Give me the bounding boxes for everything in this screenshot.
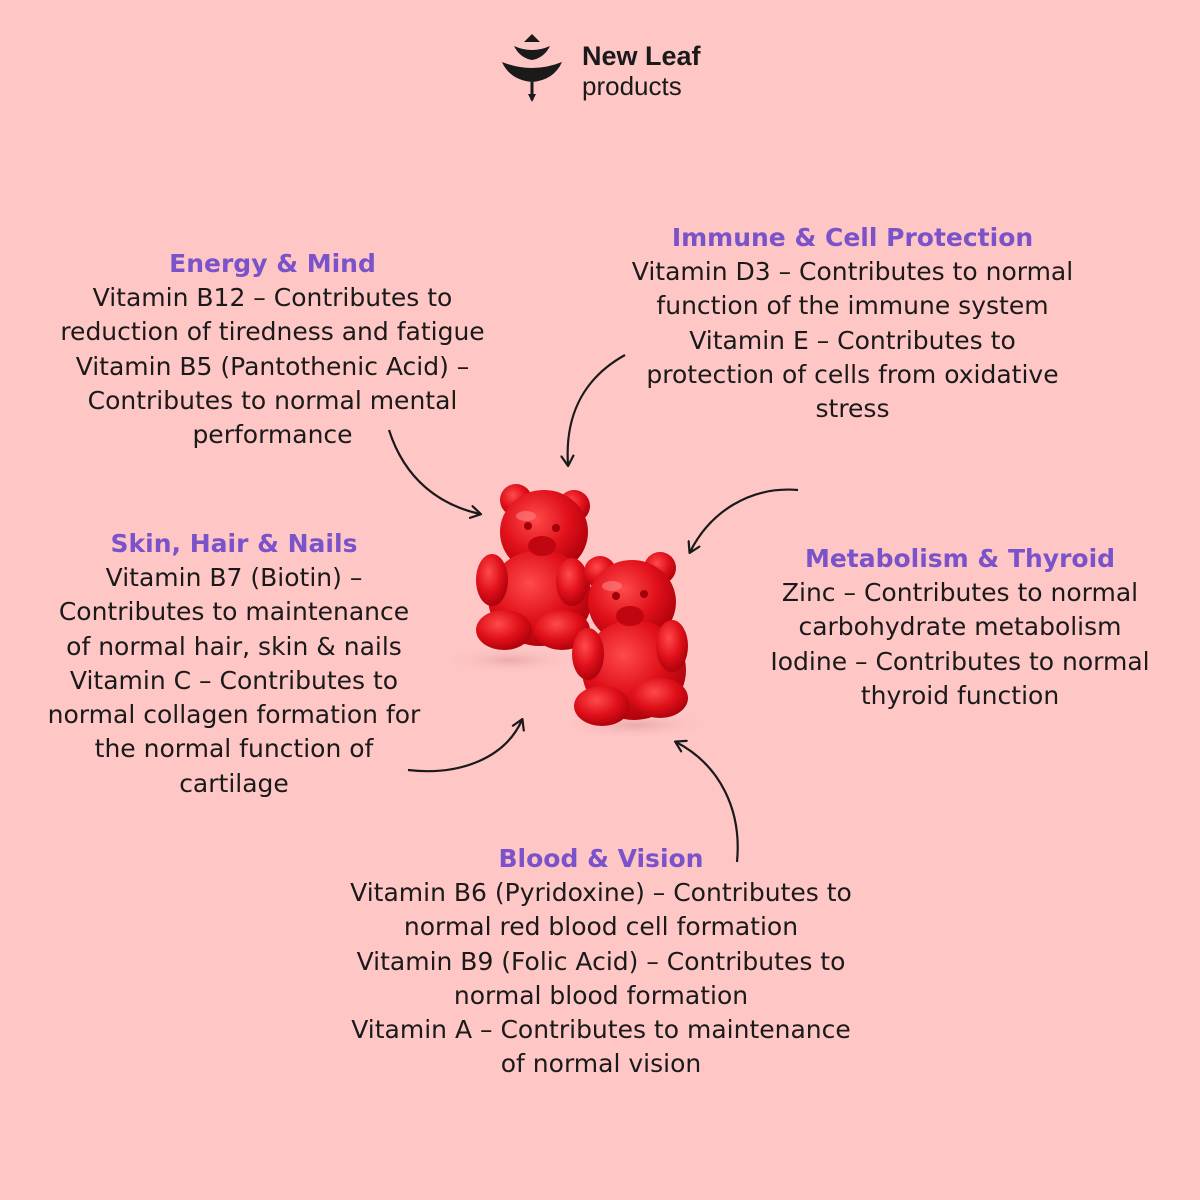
section-line: stress	[815, 394, 890, 424]
blood-vision-section	[290, 842, 912, 1082]
section-line: of normal vision	[500, 1049, 702, 1079]
section-title: Immune & Cell Protection	[671, 223, 1034, 252]
logo-sub-text: products	[582, 71, 682, 101]
section-line: Vitamin B7 (Biotin) –	[105, 563, 363, 592]
section-line: Iodine – Contributes to normal	[770, 646, 1150, 676]
section-line: function of the immune system	[656, 291, 1049, 321]
section-line: carbohydrate metabolism	[798, 612, 1122, 642]
section-line: cartilage	[179, 768, 289, 798]
gummy-bear-left	[476, 484, 592, 650]
section-line: Vitamin D3 – Contributes to normal	[631, 257, 1074, 286]
section-line: performance	[192, 420, 353, 450]
section-title: Skin, Hair & Nails	[110, 529, 358, 558]
gummy-bears-image	[430, 470, 750, 750]
gummy-bear-right	[572, 552, 688, 726]
section-line: reduction of tiredness and fatigue	[60, 317, 485, 347]
section-line: the normal function of	[94, 734, 374, 764]
section-line: normal collagen formation for	[47, 700, 421, 730]
section-line: Vitamin B6 (Pyridoxine) – Contributes to	[350, 878, 852, 907]
section-line: Contributes to maintenance	[58, 597, 410, 627]
section-line: Vitamin C – Contributes to	[69, 665, 399, 695]
section-line: Zinc – Contributes to normal	[781, 578, 1139, 607]
section-line: Vitamin B12 – Contributes to	[92, 283, 453, 312]
section-line: of normal hair, skin & nails	[66, 631, 402, 661]
skin-hair-nails-section	[20, 527, 448, 801]
section-line: Vitamin B9 (Folic Acid) – Contributes to	[356, 946, 846, 976]
section-line: normal blood formation	[453, 980, 749, 1010]
immune-cell-section	[605, 221, 1100, 426]
metabolism-thyroid-section	[740, 542, 1180, 713]
section-line: Vitamin E – Contributes to	[689, 325, 1016, 355]
section-title: Metabolism & Thyroid	[804, 544, 1116, 573]
section-line: Vitamin A – Contributes to maintenance	[351, 1015, 851, 1045]
section-line: Vitamin B5 (Pantothenic Acid) –	[75, 351, 470, 381]
section-line: normal red blood cell formation	[403, 912, 799, 942]
logo-brand-text: New Leaf	[582, 41, 701, 71]
section-title: Energy & Mind	[169, 249, 376, 278]
energy-mind-section	[40, 247, 505, 452]
section-line: Contributes to normal mental	[87, 385, 458, 415]
section-line: thyroid function	[860, 680, 1060, 710]
section-title: Blood & Vision	[498, 844, 704, 873]
section-line: protection of cells from oxidative	[646, 359, 1059, 389]
